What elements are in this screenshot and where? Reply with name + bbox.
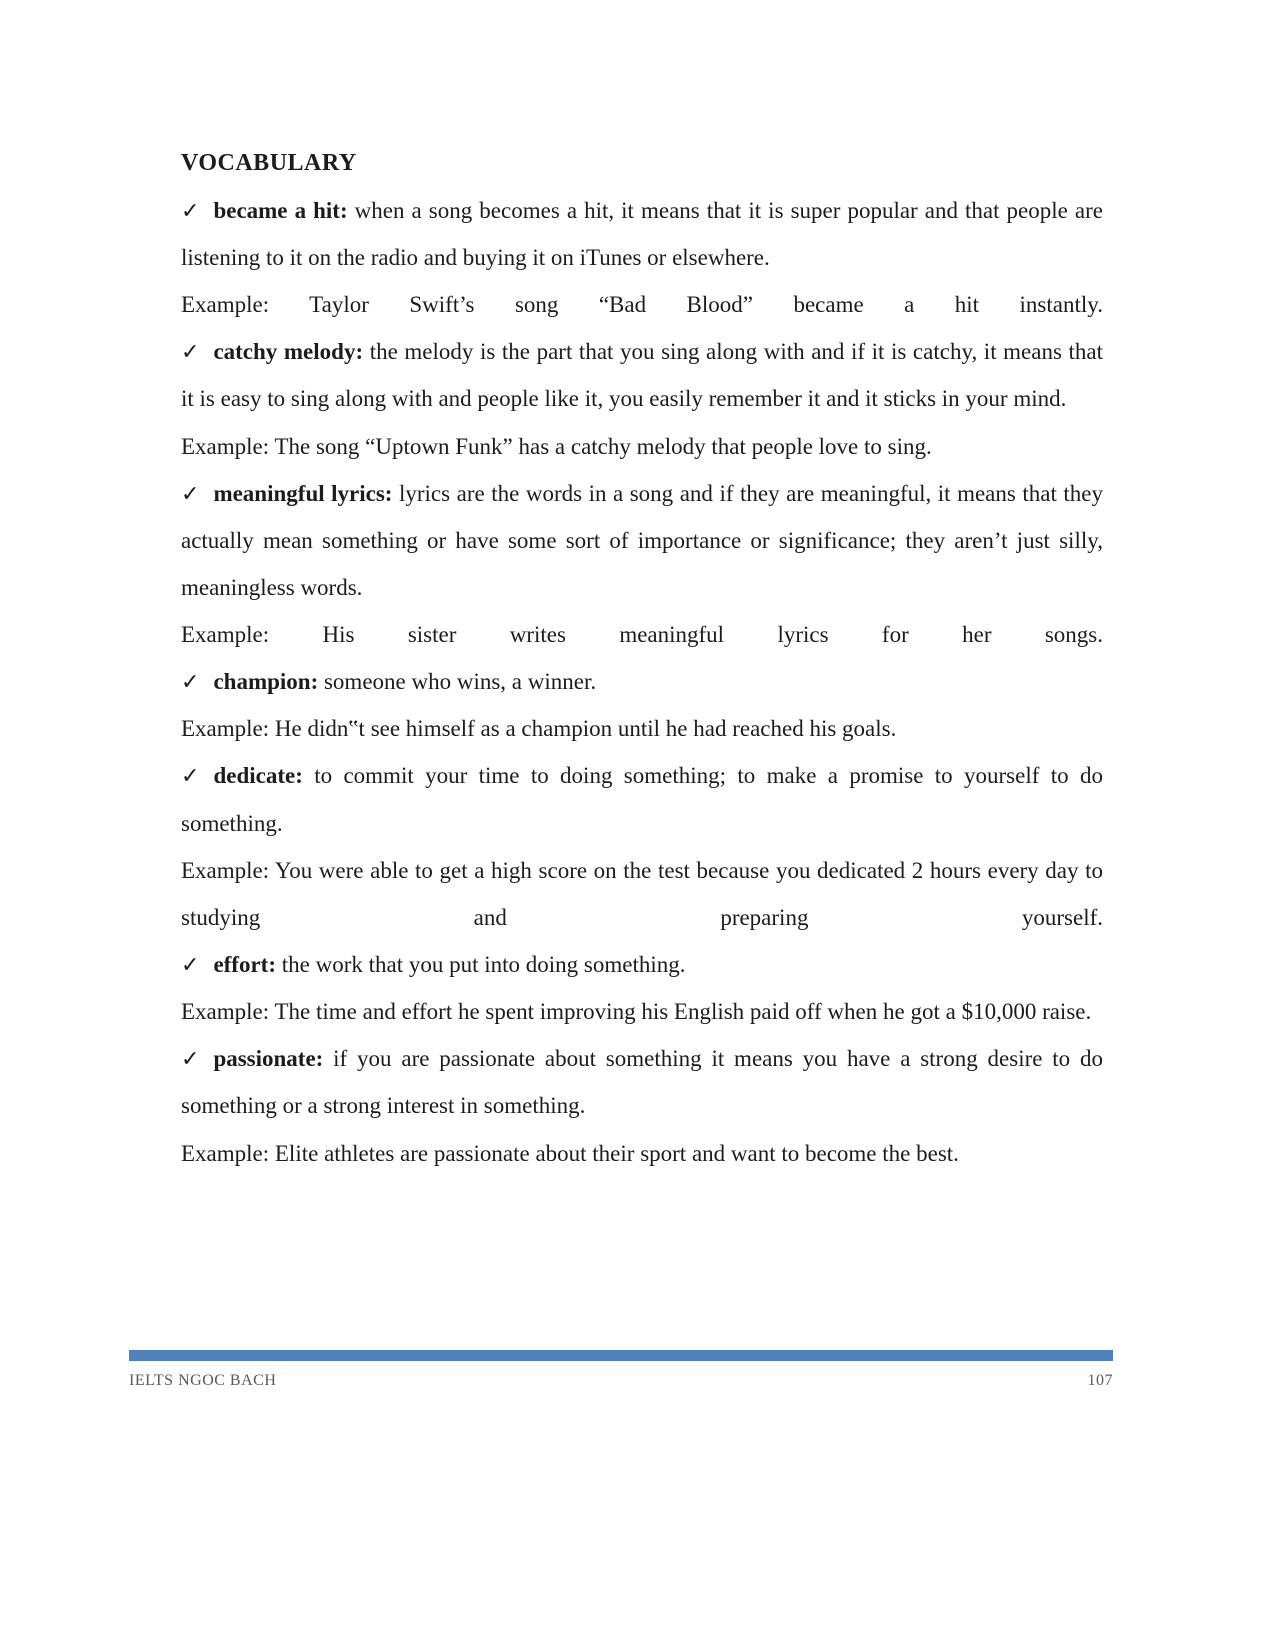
footer-page-number: 107 — [1087, 1372, 1113, 1389]
entry-example: Example: Taylor Swift’s song “Bad Blood” became a hit instantly. — [181, 292, 1103, 318]
footer-book-title: IELTS NGOC BACH — [129, 1372, 277, 1389]
checkmark-icon: ✓ — [181, 481, 200, 507]
page-footer — [129, 1372, 1113, 1390]
entry-definition — [181, 658, 1103, 705]
entry-example: Example: The song “Uptown Funk” has a catchy melody that people love to sing. — [181, 433, 932, 459]
entry-term: effort: — [213, 952, 276, 978]
entry-definition — [181, 328, 1103, 422]
entry-example: Example: He didn‟t see himself as a champion until he had reached his goals. — [181, 716, 897, 742]
entry-term: meaningful lyrics: — [213, 480, 393, 506]
footer-divider — [129, 1350, 1113, 1361]
checkmark-icon: ✓ — [181, 340, 200, 366]
vocab-entry — [181, 658, 1103, 752]
entry-definition-text: lyrics are the words in a song and if they are meaningful, it means that they actually mean something or have some sort of importance or significance; they aren’t just silly, meaningless words. — [181, 480, 1103, 600]
entry-definition-text: the work that you put into doing something. — [276, 952, 686, 978]
checkmark-icon: ✓ — [181, 1047, 200, 1073]
vocab-entry — [181, 328, 1103, 469]
entry-definition — [181, 187, 1103, 281]
checkmark-icon: ✓ — [181, 953, 200, 979]
checkmark-icon: ✓ — [181, 670, 200, 696]
vocab-entry — [181, 470, 1103, 659]
entry-definition-text: if you are passionate about something it means you have a strong desire to do something or a strong interest in something. — [181, 1046, 1103, 1119]
vocab-entry — [181, 752, 1103, 941]
entry-term: dedicate: — [213, 763, 303, 789]
vocab-entry — [181, 187, 1103, 328]
entry-example: Example: You were able to get a high score on the test because you dedicated 2 hours every day to studying and preparing yourself. — [181, 857, 1103, 930]
page-title: VOCABULARY — [181, 150, 357, 176]
page-content — [181, 140, 1103, 1177]
entry-definition-text: someone who wins, a winner. — [318, 669, 597, 695]
entry-example: Example: The time and effort he spent improving his English paid off when he got a $10,000 raise. — [181, 999, 1092, 1025]
vocab-entry — [181, 941, 1103, 1035]
vocab-entry — [181, 1035, 1103, 1176]
entry-example: Example: Elite athletes are passionate about their sport and want to become the best. — [181, 1140, 959, 1166]
entry-term: catchy melody: — [213, 339, 364, 365]
entry-definition — [181, 1035, 1103, 1129]
entry-definition-text: to commit your time to doing something; to make a promise to yourself to do something. — [181, 763, 1103, 836]
entry-definition — [181, 470, 1103, 611]
entry-example: Example: His sister writes meaningful lyrics for her songs. — [181, 622, 1103, 648]
entry-term: became a hit: — [213, 197, 348, 223]
checkmark-icon: ✓ — [181, 764, 200, 790]
entry-definition-text: when a song becomes a hit, it means that it is super popular and that people are listening to it on the radio and buying it on iTunes or elsewhere. — [181, 197, 1103, 270]
entry-definition-text: the melody is the part that you sing along with and if it is catchy, it means that it is easy to sing along with and people like it, you easily remember it and it sticks in your mind. — [181, 339, 1104, 412]
entry-term: champion: — [213, 669, 319, 695]
entry-definition — [181, 752, 1103, 846]
entry-definition — [181, 941, 1103, 988]
entry-term: passionate: — [213, 1046, 324, 1072]
checkmark-icon: ✓ — [181, 198, 200, 224]
